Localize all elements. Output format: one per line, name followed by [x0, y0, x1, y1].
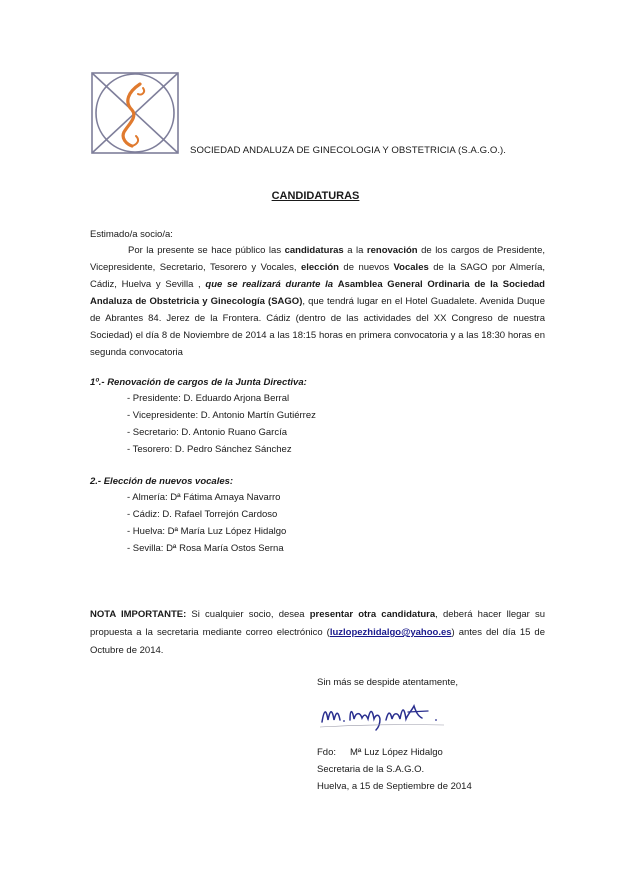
- intro-text: de los cargos de Presidente, Vicepresidente, Secretario, Tesorero y Vocales,: [90, 245, 545, 273]
- junta-directiva-list: [127, 390, 316, 458]
- signer-block: [317, 744, 472, 795]
- list-item: - Huelva: Dª María Luz López Hidalgo: [127, 526, 287, 537]
- signer-place-date: Huelva, a 15 de Septiembre de 2014: [317, 781, 472, 792]
- intro-text: , que tendrá lugar en el Hotel Guadalete. Avenida Duque de Abrantes 84. Jerez de la Frontera. Cádiz (dentro de las actividades del XX Congreso de nuestra Sociedad) el día 8 de Noviembre de 2014 a las 18:15 horas en primera convocatoria y a las 18:30 horas en segunda convocatoria: [90, 296, 545, 358]
- note-text: , deberá hacer llegar su propuesta a la secretaria mediante correo electrónico (: [90, 609, 546, 638]
- email-link[interactable]: luzlopezhidalgo@yahoo.es: [329, 627, 452, 638]
- section-renovacion-title: 1º.- Renovación de cargos de la Junta Directiva:: [90, 377, 307, 388]
- list-item: - Cádiz: D. Rafael Torrejón Cardoso: [127, 509, 278, 520]
- intro-paragraph: [90, 242, 545, 361]
- note-text: ) antes del día 15 de Octubre de 2014.: [90, 627, 545, 656]
- handwritten-signature-icon: [316, 692, 456, 732]
- section-vocales-title: 2.- Elección de nuevos vocales:: [90, 476, 234, 487]
- intro-bold: renovación: [366, 245, 418, 256]
- list-item: - Vicepresidente: D. Antonio Martín Gutiérrez: [127, 410, 316, 421]
- intro-text: a la: [343, 245, 367, 256]
- intro-bold: elección: [300, 262, 339, 273]
- intro-bold-italic: que se realizará durante la: [205, 279, 333, 290]
- list-item: - Presidente: D. Eduardo Arjona Berral: [127, 393, 290, 404]
- list-item: - Tesorero: D. Pedro Sánchez Sánchez: [127, 444, 292, 455]
- signer-name: Mª Luz López Hidalgo: [350, 747, 443, 758]
- intro-bold: Vocales: [393, 262, 429, 273]
- salutation: Estimado/a socio/a:: [90, 229, 173, 240]
- intro-bold: candidaturas: [284, 245, 344, 256]
- note-label: NOTA IMPORTANTE:: [90, 609, 187, 620]
- intro-text: de la SAGO por Almería, Cádiz, Huelva y Sevilla ,: [90, 262, 546, 290]
- list-item: - Sevilla: Dª Rosa María Ostos Serna: [127, 543, 284, 554]
- signer-name-line: [317, 744, 472, 761]
- intro-text: Por la presente se hace público las: [128, 245, 285, 256]
- intro-bold: Asamblea General Ordinaria de la Sociedad Andaluza de Obstetricia y Ginecología (SAGO): [90, 279, 545, 307]
- signer-fdo-label: Fdo:: [317, 747, 337, 758]
- signer-role: Secretaria de la S.A.G.O.: [317, 764, 425, 775]
- important-note: [90, 606, 545, 660]
- list-item: - Almería: Dª Fátima Amaya Navarro: [127, 492, 281, 503]
- vocales-list: [127, 489, 286, 557]
- note-bold: presentar otra candidatura: [309, 609, 436, 620]
- sago-logo-icon: [88, 70, 182, 156]
- page-title: CANDIDATURAS: [271, 190, 360, 202]
- intro-text: de nuevos: [338, 262, 394, 273]
- closing-text: Sin más se despide atentamente,: [317, 677, 459, 688]
- list-item: - Secretario: D. Antonio Ruano García: [127, 427, 287, 438]
- society-name: SOCIEDAD ANDALUZA DE GINECOLOGIA Y OBSTETRICIA (S.A.G.O.).: [190, 145, 507, 156]
- note-text: Si cualquier socio, desea: [186, 609, 310, 620]
